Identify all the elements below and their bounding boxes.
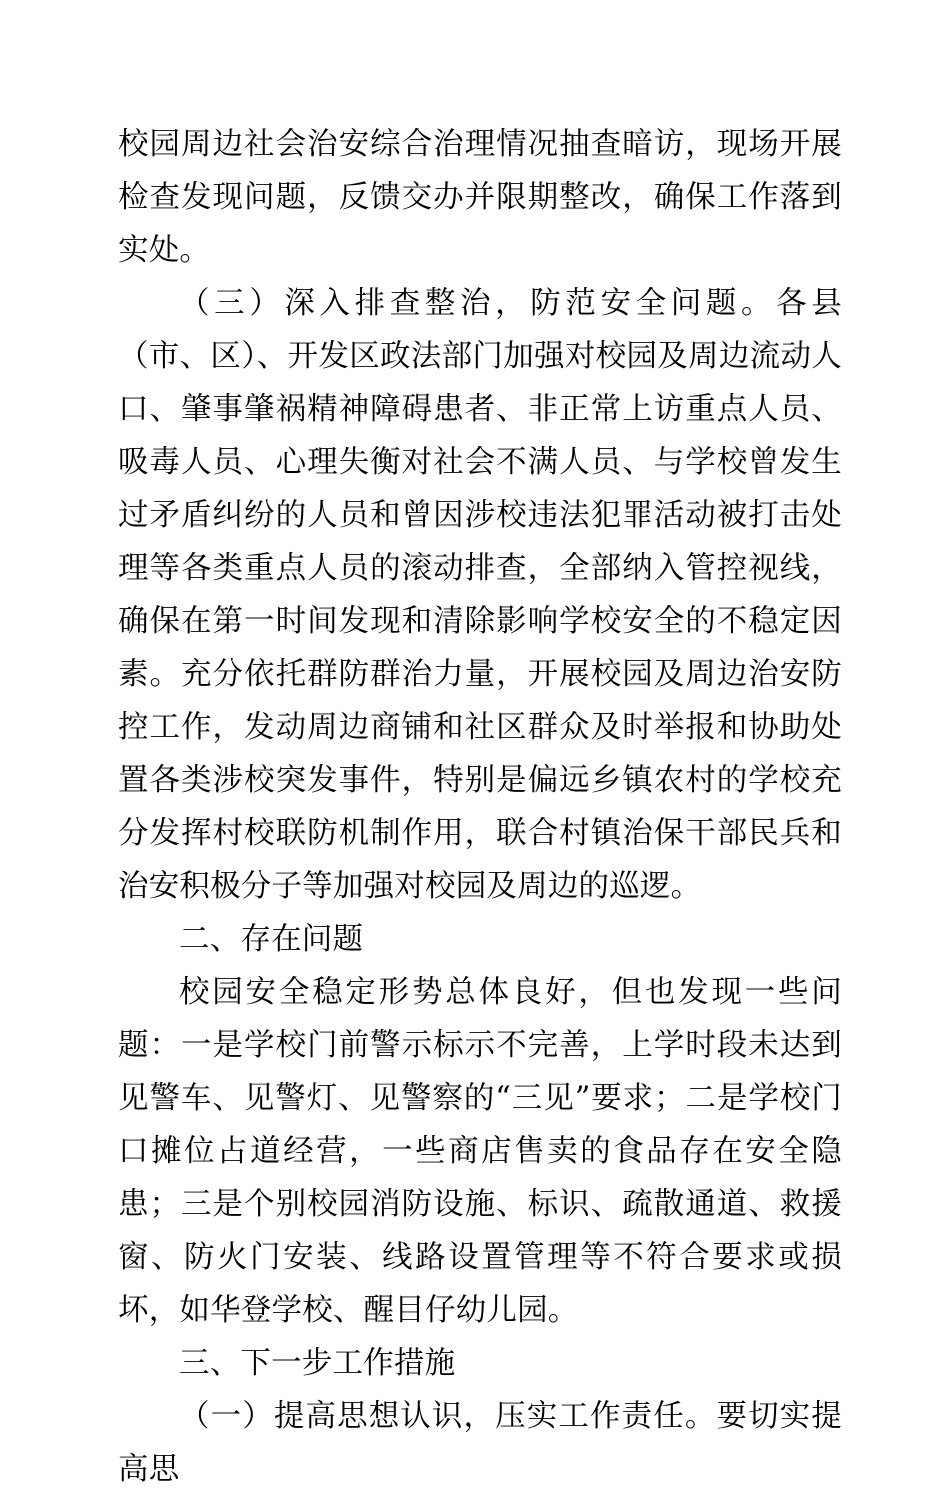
heading-section-2: 二、存在问题 [179,922,364,957]
paragraph-section-2-body: 校园安全稳定形势总体良好，但也发现一些问题：一是学校门前警示标示不完善，上学时段未达到见警车、见警灯、见警察的“三见”要求；二是学校门口摊位占道经营，一些商店售卖的食品存在安全隐患；三是个别校园消防设施、标识、疏散通道、救援窗、防火门安装、线路设置管理等不符合要求或损坏，如华登学校、醒目仔幼儿园。 [118,975,842,1328]
paragraph-section-3-1: （一）提高思想认识，压实工作责任。要切实提高思 [118,1399,842,1487]
paragraph-continued: 校园周边社会治安综合治理情况抽查暗访，现场开展检查发现问题，反馈交办并限期整改，确保工作落到实处。 [118,127,842,268]
paragraph-section-1-3: （三）深入排查整治，防范安全问题。各县（市、区）、开发区政法部门加强对校园及周边流动人口、肇事肇祸精神障碍患者、非正常上访重点人员、吸毒人员、心理失衡对社会不满人员、与学校曾发生过矛盾纠纷的人员和曾因涉校违法犯罪活动被打击处理等各类重点人员的滚动排查，全部纳入管控视线，确保在第一时间发现和清除影响学校安全的不稳定因素。充分依托群防群治力量，开展校园及周边治安防控工作，发动周边商铺和社区群众及时举报和协助处置各类涉校突发事件，特别是偏远乡镇农村的学校充分发挥村校联防机制作用，联合村镇治保干部民兵和治安积极分子等加强对校园及周边的巡逻。 [118,286,842,904]
heading-section-3: 三、下一步工作措施 [179,1346,456,1381]
document-body [118,118,842,1496]
